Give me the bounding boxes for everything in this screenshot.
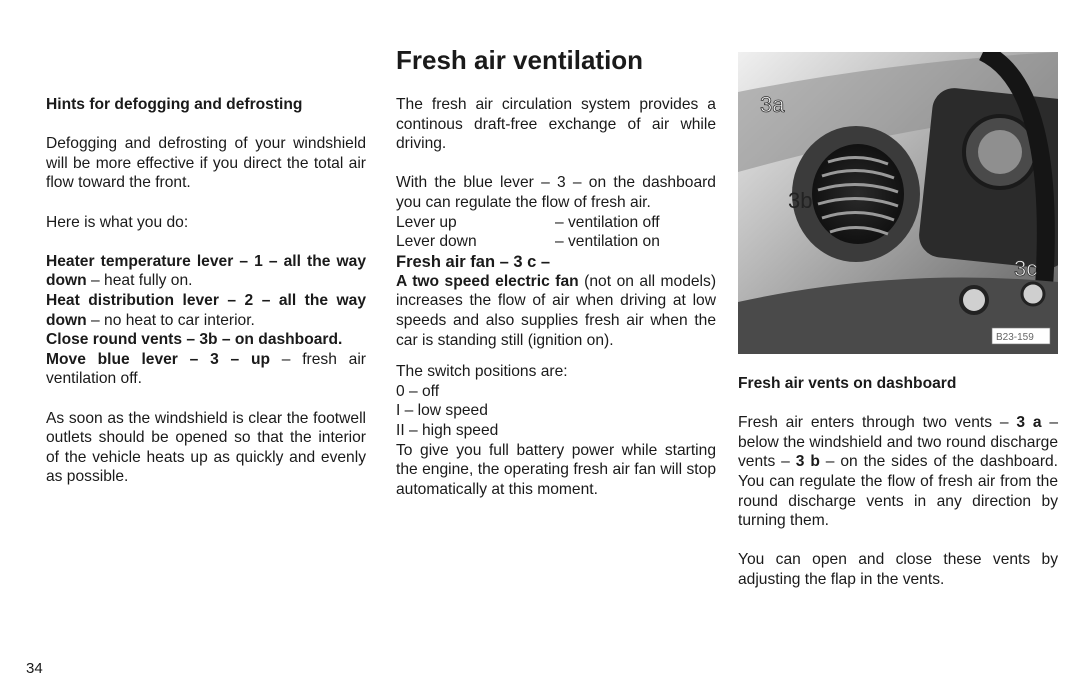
lever-position: Lever down	[396, 233, 477, 251]
vents-text: Fresh air enters through two vents –	[738, 414, 1017, 432]
step-heater-temperature	[46, 252, 366, 291]
step-bold: Heater temperature lever – 1 – all the way down	[46, 252, 366, 290]
step-bold: Move blue lever – 3 – up	[46, 350, 271, 368]
lever-row	[396, 213, 716, 233]
here-is-what-you-do: Here is what you do:	[46, 213, 189, 231]
vent-ref-3a: 3 a	[1016, 414, 1042, 432]
lever-result: – ventilation on	[555, 233, 660, 251]
right-column	[738, 374, 1058, 590]
step-close-round-vents	[46, 330, 366, 350]
left-column	[46, 95, 366, 487]
page-number: 34	[26, 660, 43, 677]
photo-caption: Fresh air vents on dashboard	[738, 375, 957, 392]
label-3c: 3c	[1014, 256, 1038, 281]
middle-column	[396, 95, 716, 499]
switch-position: 0 – off	[396, 382, 440, 400]
step-heat-distribution	[46, 291, 366, 330]
fan-paragraph	[396, 272, 716, 350]
defog-intro: Defogging and defrosting of your windshield will be more effective if you direct the total air flow toward the front.	[46, 135, 366, 192]
photo-reference: B23-159	[996, 332, 1034, 343]
page-title: Fresh air ventilation	[396, 45, 644, 75]
lever-result: – ventilation off	[555, 213, 660, 231]
switch-intro: The switch positions are:	[396, 363, 568, 381]
battery-note: To give you full battery power while starting the engine, the operating fresh air fan will stop automatically at this moment.	[396, 441, 716, 498]
step-move-blue-lever	[46, 350, 366, 389]
fan-heading: Fresh air fan – 3 c –	[396, 252, 551, 271]
lever-row	[396, 232, 716, 252]
step-text: – no heat to car interior.	[86, 311, 255, 329]
defog-outro: As soon as the windshield is clear the footwell outlets should be opened so that the interior of the vehicle heats up as quickly and evenly as possible.	[46, 409, 366, 486]
label-3a: 3a	[760, 92, 785, 117]
fan-text: (not on all models) increases the flow of air when driving at low speeds and also supplies fresh air when the car is standing still (ignition on).	[396, 272, 717, 349]
ventilation-intro: The fresh air circulation system provides a continous draft-free exchange of air while driving.	[396, 96, 716, 153]
vents-text: – on the sides of the dashboard. You can regulate the flow of fresh air from the round discharge vents in any direction by turning them.	[738, 453, 1059, 530]
step-bold: Close round vents – 3b – on dashboard.	[46, 331, 343, 349]
label-3b: 3b	[788, 188, 813, 213]
defog-heading: Hints for defogging and defrosting	[46, 96, 303, 113]
step-text: – heat fully on.	[86, 272, 193, 290]
step-bold: Heat distribution lever – 2 – all the way down	[46, 291, 366, 329]
lever-position: Lever up	[396, 213, 457, 231]
step-text: – fresh air ventilation off.	[46, 350, 366, 388]
blue-lever-paragraph: With the blue lever – 3 – on the dashboard you can regulate the flow of fresh air.	[396, 174, 716, 211]
vents-paragraph	[738, 413, 1058, 531]
vent-ref-3b: 3 b	[795, 453, 820, 471]
switch-position: II – high speed	[396, 421, 499, 439]
dashboard-photo	[738, 52, 1058, 354]
switch-position: I – low speed	[396, 402, 488, 420]
vents-flap-paragraph: You can open and close these vents by adjusting the flap in the vents.	[738, 551, 1058, 588]
vents-text: – below the windshield and two round discharge vents –	[738, 414, 1058, 471]
fan-bold: A two speed electric fan	[396, 272, 579, 290]
